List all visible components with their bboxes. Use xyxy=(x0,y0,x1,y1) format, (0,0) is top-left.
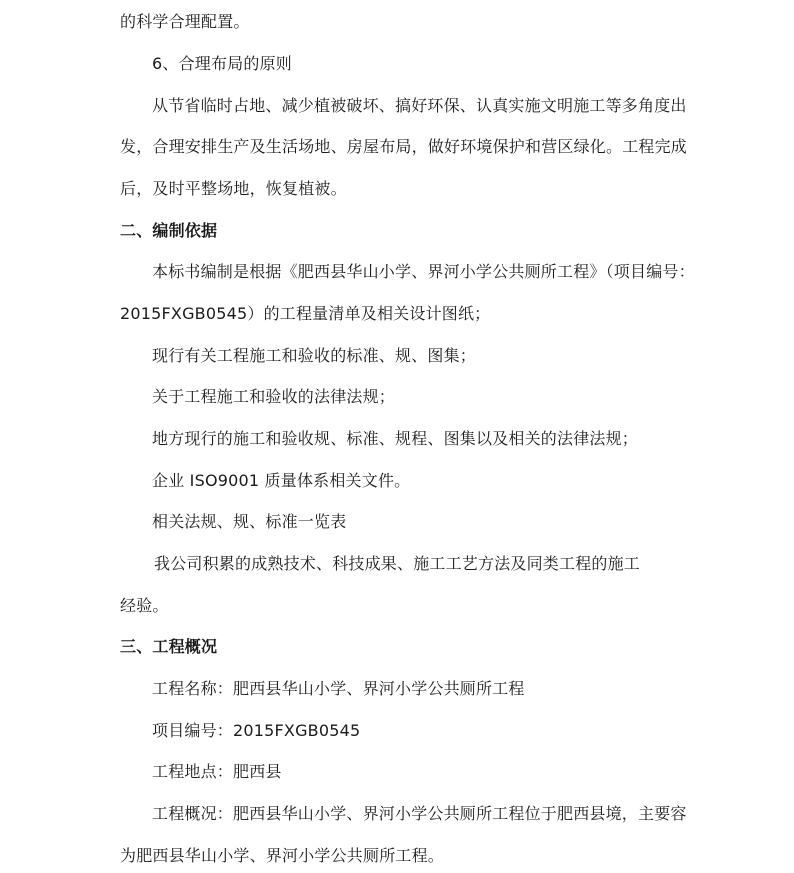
paragraph-line: 关于工程施工和验收的法律法规； xyxy=(152,387,396,406)
paragraph-line: 我公司积累的成熟技术、科技成果、施工工艺方法及同类工程的施工 xyxy=(154,554,641,573)
paragraph-line: 2015FXGB0545）的工程量清单及相关设计图纸； xyxy=(120,304,491,323)
paragraph-line: 经验。 xyxy=(120,596,169,615)
paragraph-line: 工程地点：肥西县 xyxy=(152,762,282,781)
paragraph-line: 从节省临时占地、减少植被破坏、搞好环保、认真实施文明施工等多角度出 xyxy=(152,96,687,115)
section-heading: 二、编制依据 xyxy=(120,221,218,240)
paragraph-line: 项目编号：2015FXGB0545 xyxy=(152,721,361,740)
paragraph-line: 为肥西县华山小学、界河小学公共厕所工程。 xyxy=(120,846,445,865)
paragraph-line: 本标书编制是根据《肥西县华山小学、界河小学公共厕所工程》（项目编号： xyxy=(152,262,695,281)
paragraph-line: 工程概况：肥西县华山小学、界河小学公共厕所工程位于肥西县境，主要容 xyxy=(152,804,687,823)
paragraph-line: 企业 ISO9001 质量体系相关文件。 xyxy=(152,471,411,490)
paragraph-line: 现行有关工程施工和验收的标准、规、图集； xyxy=(152,346,477,365)
section-heading: 三、工程概况 xyxy=(120,637,218,656)
paragraph-line: 发，合理安排生产及生活场地、房屋布局，做好环境保护和营区绿化。工程完成 xyxy=(120,137,688,156)
paragraph-line: 工程名称：肥西县华山小学、界河小学公共厕所工程 xyxy=(152,679,525,698)
paragraph-line: 地方现行的施工和验收规、标准、规程、图集以及相关的法律法规； xyxy=(152,429,639,448)
paragraph-line: 后，及时平整场地，恢复植被。 xyxy=(120,179,347,198)
paragraph-line: 相关法规、规、标准一览表 xyxy=(152,512,347,531)
paragraph-line: 的科学合理配置。 xyxy=(120,12,250,31)
subsection-heading: 6、合理布局的原则 xyxy=(152,54,292,73)
